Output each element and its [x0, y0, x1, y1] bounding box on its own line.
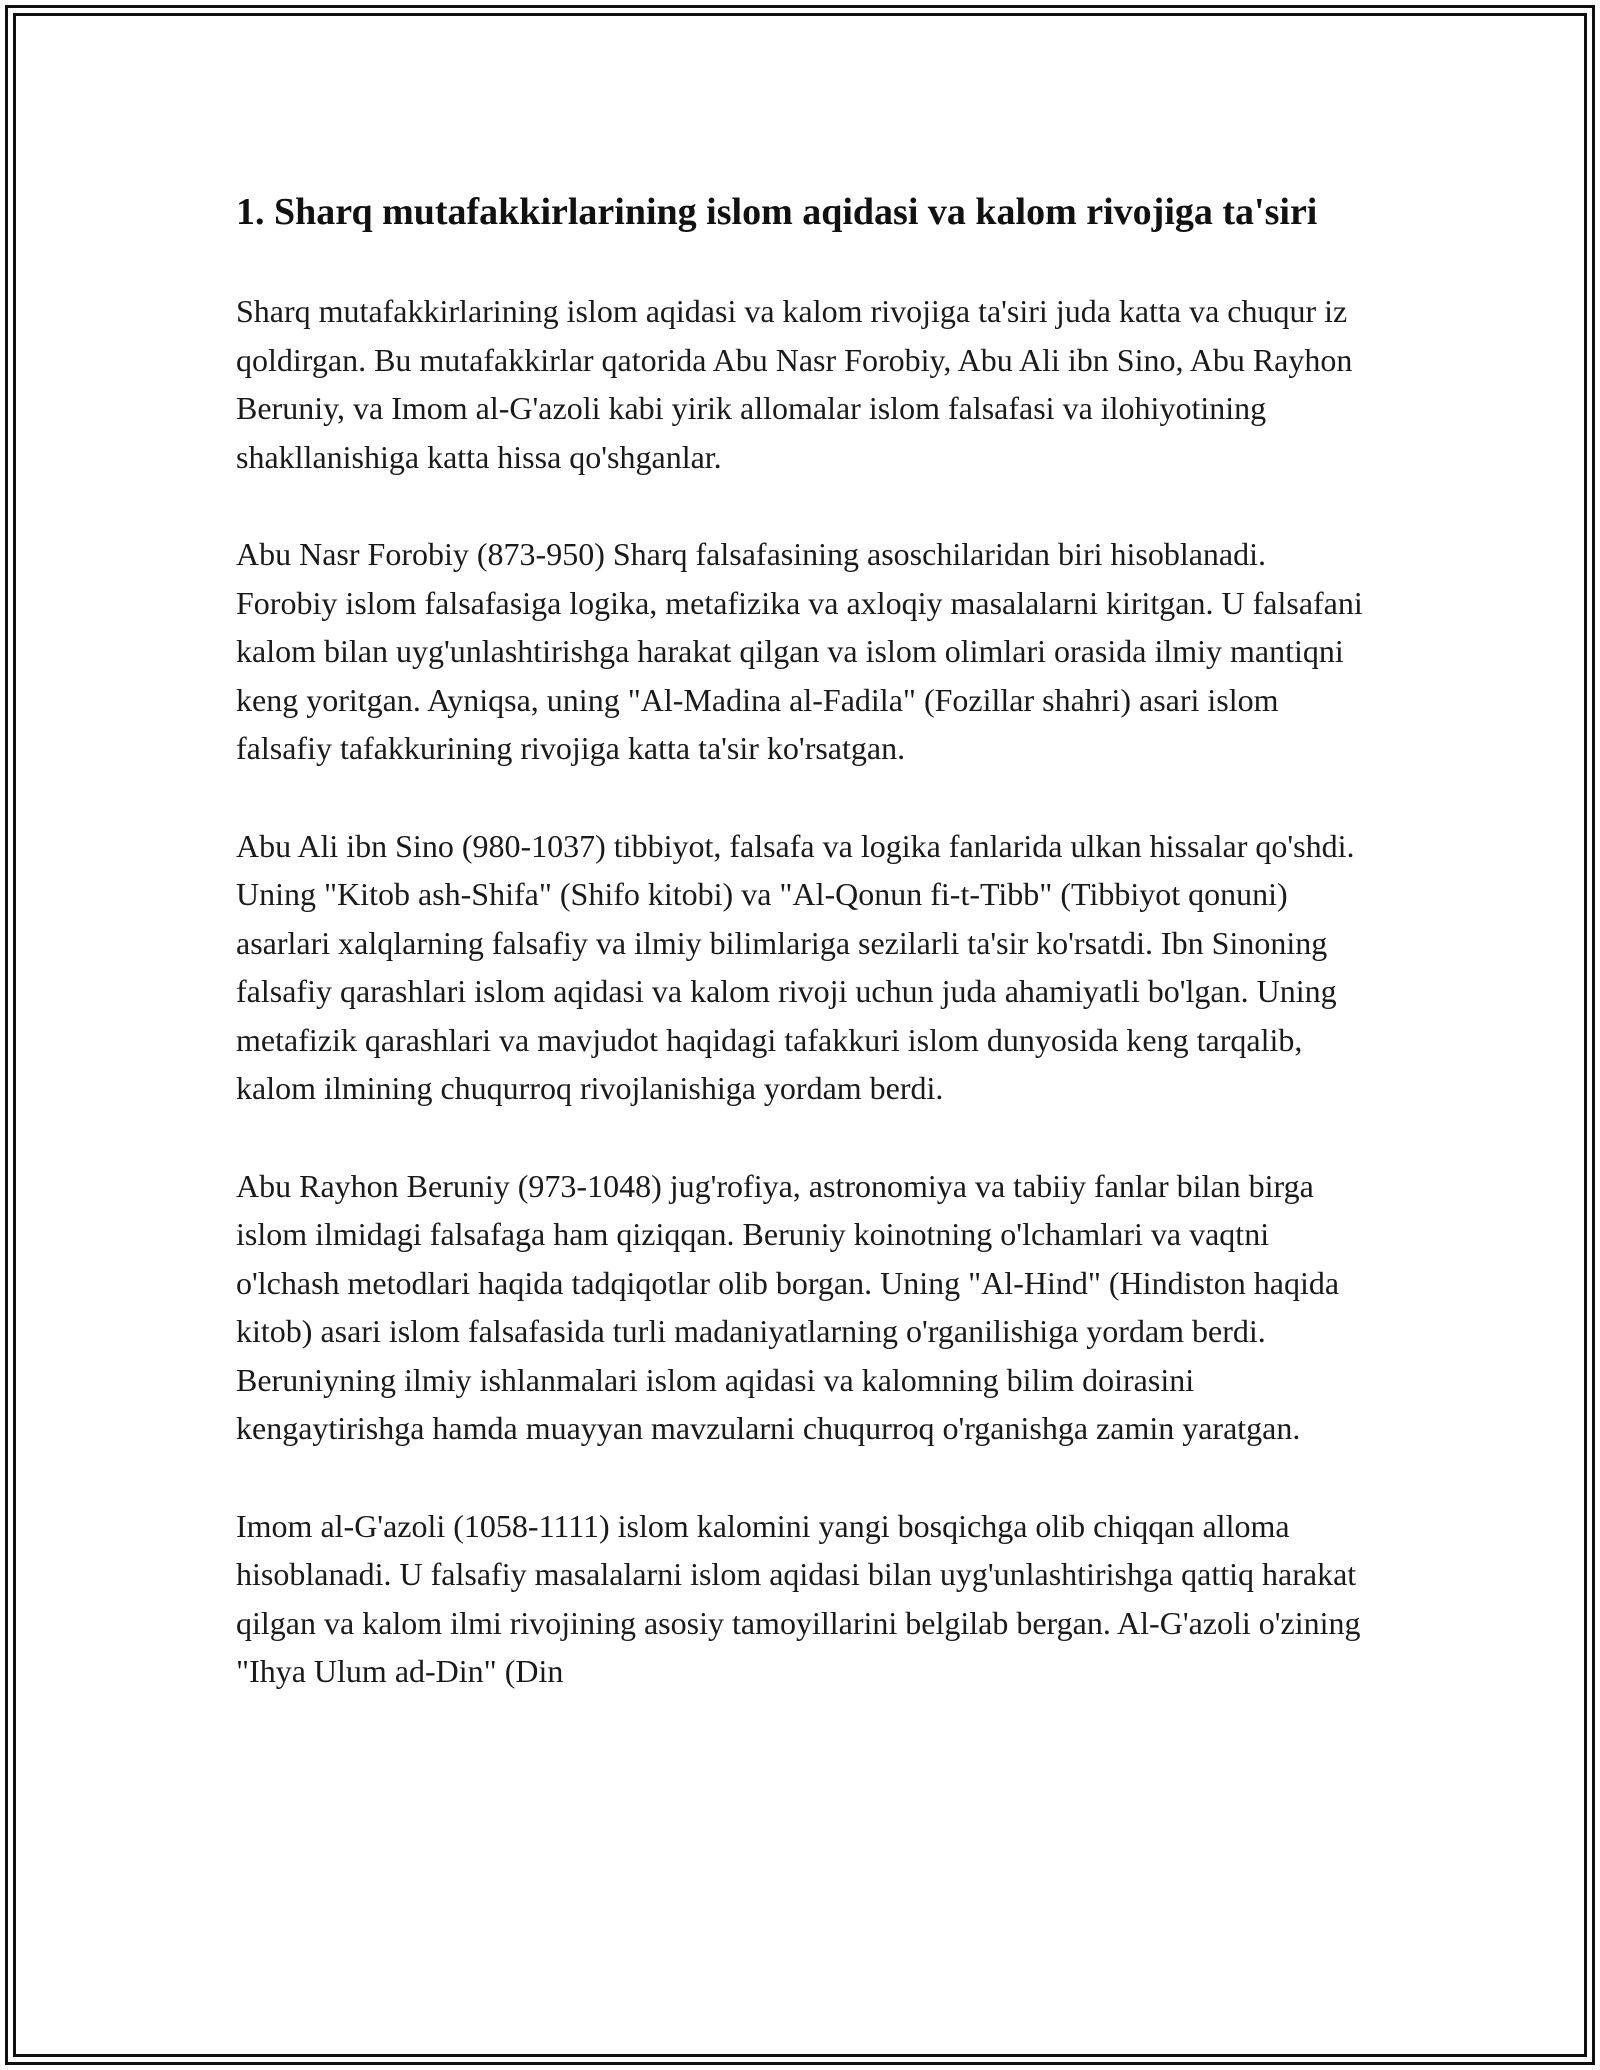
paragraph-forobiy: Abu Nasr Forobiy (873-950) Sharq falsafasining asoschilaridan biri hisoblanadi. Forobiy islom falsafasiga logika, metafizika va axloqiy masalalarni kiritgan. U falsafani kalom bilan uyg'unlashtirishga harakat qilgan va islom olimlari orasida ilmiy mantiqni keng yoritgan. Ayniqsa, uning "Al-Madina al-Fadila" (Fozillar shahri) asari islom falsafiy tafakkurining rivojiga katta ta'sir ko'rsatgan.	[236, 536, 1363, 766]
paragraph-gazoli: Imom al-G'azoli (1058-1111) islom kalomini yangi bosqichga olib chiqqan alloma hisoblanadi. U falsafiy masalalarni islom aqidasi bilan uyg'unlashtirishga qattiq harakat qilgan va kalom ilmi rivojining asosiy tamoyillarini belgilab bergan. Al-G'azoli o'zining "Ihya Ulum ad-Din" (Din	[236, 1507, 1361, 1689]
paragraph-ibn-sino: Abu Ali ibn Sino (980-1037) tibbiyot, falsafa va logika fanlarida ulkan hissalar qo'shdi. Uning "Kitob ash-Shifa" (Shifo kitobi) va "Al-Qonun fi-t-Tibb" (Tibbiyot qonuni) asarlari xalqlarning falsafiy va ilmiy bilimlariga sezilarli ta'sir ko'rsatdi. Ibn Sinoning falsafiy qarashlari islom aqidasi va kalom rivoji uchun juda ahamiyatli bo'lgan. Uning metafizik qarashlari va mavjudot haqidagi tafakkuri islom dunyosida keng tarqalib, kalom ilmining chuqurroq rivojlanishiga yordam berdi.	[236, 827, 1355, 1106]
section-heading: 1. Sharq mutafakkirlarining islom aqidasi va kalom rivojiga ta'siri	[236, 191, 1318, 233]
paragraph-intro: Sharq mutafakkirlarining islom aqidasi va kalom rivojiga ta'siri juda katta va chuqur iz qoldirgan. Bu mutafakkirlar qatorida Abu Nasr Forobiy, Abu Ali ibn Sino, Abu Rayhon Beruniy, va Imom al-G'azoli kabi yirik allomalar islom falsafasi va ilohiyotining shakllanishiga katta hissa qo'shganlar.	[236, 293, 1353, 475]
paragraph-beruniy: Abu Rayhon Beruniy (973-1048) jug'rofiya, astronomiya va tabiiy fanlar bilan birga islom ilmidagi falsafaga ham qiziqqan. Beruniy koinotning o'lchamlari va vaqtni o'lchash metodlari haqida tadqiqotlar olib borgan. Uning "Al-Hind" (Hindiston haqida kitob) asari islom falsafasida turli madaniyatlarning o'rganilishiga yordam berdi. Beruniyning ilmiy ishlanmalari islom aqidasi va kalomning bilim doirasini kengaytirishga hamda muayyan mavzularni chuqurroq o'rganishga zamin yaratgan.	[236, 1167, 1340, 1446]
document-body	[236, 185, 1366, 1745]
